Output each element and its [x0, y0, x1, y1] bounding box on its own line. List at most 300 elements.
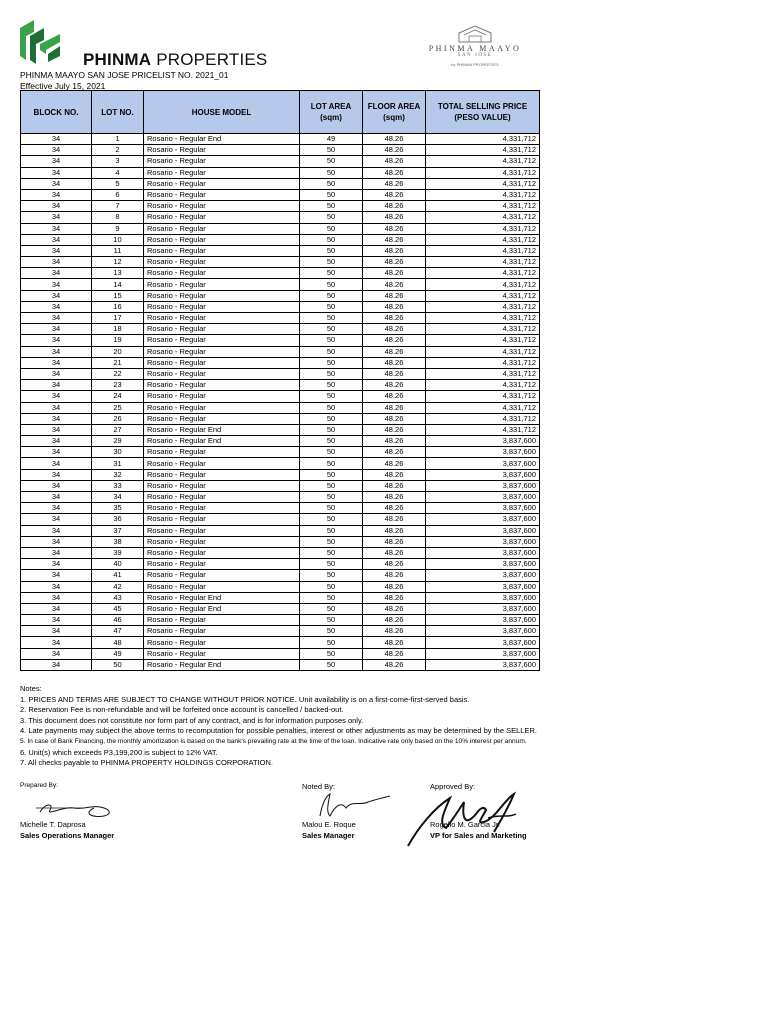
cell-floor-area: 48.26 [363, 458, 426, 469]
cell-house-model: Rosario - Regular [144, 368, 300, 379]
cell-block-no: 34 [21, 380, 92, 391]
cell-lot-no: 49 [92, 648, 144, 659]
note-item: 1. PRICES AND TERMS ARE SUBJECT TO CHANGE WITHOUT PRIOR NOTICE. Unit availability is on a first-come-first-served basis. [20, 694, 470, 704]
cell-selling-price: 3,837,600 [426, 559, 540, 570]
cell-lot-area: 50 [300, 570, 363, 581]
cell-selling-price: 4,331,712 [426, 257, 540, 268]
cell-lot-no: 45 [92, 603, 144, 614]
cell-lot-no: 21 [92, 357, 144, 368]
signature-prepared [34, 794, 124, 822]
cell-floor-area: 48.26 [363, 592, 426, 603]
cell-block-no: 34 [21, 156, 92, 167]
cell-lot-no: 19 [92, 335, 144, 346]
cell-house-model: Rosario - Regular [144, 245, 300, 256]
cell-house-model: Rosario - Regular End [144, 592, 300, 603]
cell-lot-area: 50 [300, 391, 363, 402]
cell-block-no: 34 [21, 469, 92, 480]
cell-selling-price: 3,837,600 [426, 514, 540, 525]
cell-floor-area: 48.26 [363, 424, 426, 435]
cell-selling-price: 4,331,712 [426, 189, 540, 200]
cell-house-model: Rosario - Regular [144, 458, 300, 469]
cell-floor-area: 48.26 [363, 313, 426, 324]
cell-block-no: 34 [21, 659, 92, 670]
cell-house-model: Rosario - Regular [144, 559, 300, 570]
table-row [21, 458, 540, 469]
cell-house-model: Rosario - Regular [144, 503, 300, 514]
cell-floor-area: 48.26 [363, 357, 426, 368]
cell-lot-area: 50 [300, 480, 363, 491]
table-row [21, 189, 540, 200]
cell-selling-price: 4,331,712 [426, 156, 540, 167]
cell-house-model: Rosario - Regular [144, 380, 300, 391]
cell-lot-no: 11 [92, 245, 144, 256]
cell-block-no: 34 [21, 402, 92, 413]
table-row [21, 279, 540, 290]
cell-house-model: Rosario - Regular [144, 313, 300, 324]
table-row [21, 346, 540, 357]
cell-lot-area: 50 [300, 145, 363, 156]
cell-block-no: 34 [21, 201, 92, 212]
cell-house-model: Rosario - Regular End [144, 134, 300, 145]
cell-lot-no: 2 [92, 145, 144, 156]
cell-floor-area: 48.26 [363, 659, 426, 670]
note-item: 4. Late payments may subject the above terms to recomputation for possible penalties, interest or other adjustments as may be determined by the SELLER. [20, 726, 537, 736]
cell-block-no: 34 [21, 313, 92, 324]
cell-block-no: 34 [21, 626, 92, 637]
cell-lot-area: 50 [300, 514, 363, 525]
cell-house-model: Rosario - Regular [144, 626, 300, 637]
approved-by-block [430, 782, 590, 847]
table-row [21, 514, 540, 525]
cell-block-no: 34 [21, 637, 92, 648]
cell-floor-area: 48.26 [363, 290, 426, 301]
cell-floor-area: 48.26 [363, 615, 426, 626]
cell-selling-price: 3,837,600 [426, 503, 540, 514]
cell-lot-area: 50 [300, 648, 363, 659]
noted-by-title: Sales Manager [302, 831, 355, 840]
noted-by-caption: Noted By: [302, 782, 335, 791]
cell-block-no: 34 [21, 178, 92, 189]
cell-block-no: 34 [21, 290, 92, 301]
cell-floor-area: 48.26 [363, 514, 426, 525]
cell-floor-area: 48.26 [363, 257, 426, 268]
cell-selling-price: 3,837,600 [426, 525, 540, 536]
cell-selling-price: 4,331,712 [426, 178, 540, 189]
table-row [21, 424, 540, 435]
cell-block-no: 34 [21, 547, 92, 558]
cell-house-model: Rosario - Regular [144, 189, 300, 200]
pricelist-title: PHINMA MAAYO SAN JOSE PRICELIST NO. 2021_01 [20, 70, 229, 80]
column-header-house-model: HOUSE MODEL [144, 91, 300, 134]
cell-block-no: 34 [21, 615, 92, 626]
cell-selling-price: 3,837,600 [426, 436, 540, 447]
cell-selling-price: 4,331,712 [426, 324, 540, 335]
cell-lot-area: 50 [300, 436, 363, 447]
table-row [21, 134, 540, 145]
column-header-block-no: BLOCK NO. [21, 91, 92, 134]
phinma-arrow-icon [20, 20, 64, 64]
cell-floor-area: 48.26 [363, 626, 426, 637]
cell-floor-area: 48.26 [363, 301, 426, 312]
cell-floor-area: 48.26 [363, 637, 426, 648]
cell-lot-no: 30 [92, 447, 144, 458]
cell-lot-no: 31 [92, 458, 144, 469]
cell-block-no: 34 [21, 279, 92, 290]
phinma-maayo-logo [400, 25, 550, 70]
cell-lot-no: 39 [92, 547, 144, 558]
cell-lot-no: 14 [92, 279, 144, 290]
cell-block-no: 34 [21, 245, 92, 256]
table-row [21, 559, 540, 570]
cell-lot-no: 26 [92, 413, 144, 424]
cell-block-no: 34 [21, 559, 92, 570]
table-row [21, 167, 540, 178]
cell-block-no: 34 [21, 514, 92, 525]
cell-selling-price: 4,331,712 [426, 335, 540, 346]
cell-lot-area: 50 [300, 234, 363, 245]
table-row [21, 492, 540, 503]
cell-lot-no: 22 [92, 368, 144, 379]
prepared-by-block [20, 782, 220, 847]
signature-approved [404, 788, 554, 850]
cell-selling-price: 3,837,600 [426, 626, 540, 637]
table-row [21, 391, 540, 402]
cell-lot-area: 50 [300, 368, 363, 379]
table-row [21, 637, 540, 648]
cell-lot-no: 20 [92, 346, 144, 357]
cell-house-model: Rosario - Regular [144, 201, 300, 212]
table-row [21, 324, 540, 335]
note-item: 3. This document does not constitute nor form part of any contract, and is for information purposes only. [20, 715, 364, 725]
cell-lot-no: 6 [92, 189, 144, 200]
cell-lot-no: 29 [92, 436, 144, 447]
cell-floor-area: 48.26 [363, 503, 426, 514]
cell-selling-price: 4,331,712 [426, 402, 540, 413]
cell-block-no: 34 [21, 648, 92, 659]
cell-house-model: Rosario - Regular [144, 402, 300, 413]
prepared-by-title: Sales Operations Manager [20, 831, 115, 840]
phinma-properties-logo [20, 20, 268, 69]
cell-selling-price: 3,837,600 [426, 637, 540, 648]
cell-floor-area: 48.26 [363, 402, 426, 413]
project-logo-name: PHINMA MAAYO [428, 44, 522, 53]
cell-floor-area: 48.26 [363, 581, 426, 592]
cell-floor-area: 48.26 [363, 603, 426, 614]
cell-house-model: Rosario - Regular End [144, 603, 300, 614]
cell-lot-area: 50 [300, 223, 363, 234]
cell-house-model: Rosario - Regular [144, 637, 300, 648]
cell-block-no: 34 [21, 525, 92, 536]
cell-floor-area: 48.26 [363, 212, 426, 223]
table-row [21, 469, 540, 480]
prepared-by-caption: Prepared By: [20, 782, 58, 789]
cell-selling-price: 4,331,712 [426, 201, 540, 212]
cell-house-model: Rosario - Regular [144, 145, 300, 156]
cell-floor-area: 48.26 [363, 346, 426, 357]
cell-lot-no: 1 [92, 134, 144, 145]
cell-lot-area: 50 [300, 626, 363, 637]
table-row [21, 592, 540, 603]
cell-block-no: 34 [21, 145, 92, 156]
cell-lot-no: 18 [92, 324, 144, 335]
cell-house-model: Rosario - Regular [144, 257, 300, 268]
table-row [21, 156, 540, 167]
cell-lot-area: 50 [300, 503, 363, 514]
cell-lot-no: 12 [92, 257, 144, 268]
table-row [21, 436, 540, 447]
cell-selling-price: 4,331,712 [426, 223, 540, 234]
cell-lot-area: 49 [300, 134, 363, 145]
cell-block-no: 34 [21, 324, 92, 335]
cell-lot-area: 50 [300, 469, 363, 480]
cell-floor-area: 48.26 [363, 268, 426, 279]
cell-lot-area: 50 [300, 581, 363, 592]
cell-lot-area: 50 [300, 447, 363, 458]
cell-lot-no: 32 [92, 469, 144, 480]
cell-lot-area: 50 [300, 279, 363, 290]
cell-selling-price: 4,331,712 [426, 290, 540, 301]
cell-selling-price: 4,331,712 [426, 212, 540, 223]
table-row [21, 447, 540, 458]
cell-selling-price: 3,837,600 [426, 648, 540, 659]
cell-floor-area: 48.26 [363, 223, 426, 234]
cell-selling-price: 3,837,600 [426, 659, 540, 670]
cell-lot-area: 50 [300, 402, 363, 413]
cell-block-no: 34 [21, 536, 92, 547]
noted-by-name: Malou E. Roque [302, 820, 356, 829]
cell-lot-no: 47 [92, 626, 144, 637]
cell-floor-area: 48.26 [363, 380, 426, 391]
cell-floor-area: 48.26 [363, 648, 426, 659]
cell-lot-area: 50 [300, 245, 363, 256]
cell-selling-price: 4,331,712 [426, 424, 540, 435]
notes-section [20, 684, 760, 769]
cell-lot-area: 50 [300, 492, 363, 503]
table-row [21, 547, 540, 558]
table-row [21, 268, 540, 279]
cell-lot-area: 50 [300, 547, 363, 558]
cell-house-model: Rosario - Regular [144, 469, 300, 480]
table-row [21, 603, 540, 614]
cell-lot-area: 50 [300, 357, 363, 368]
prepared-by-name: Michelle T. Daprosa [20, 820, 86, 829]
cell-lot-area: 50 [300, 380, 363, 391]
cell-house-model: Rosario - Regular [144, 290, 300, 301]
cell-lot-area: 50 [300, 603, 363, 614]
cell-selling-price: 4,331,712 [426, 357, 540, 368]
cell-block-no: 34 [21, 368, 92, 379]
table-row [21, 368, 540, 379]
cell-selling-price: 4,331,712 [426, 413, 540, 424]
cell-block-no: 34 [21, 424, 92, 435]
cell-house-model: Rosario - Regular [144, 447, 300, 458]
cell-house-model: Rosario - Regular [144, 335, 300, 346]
cell-lot-no: 42 [92, 581, 144, 592]
cell-selling-price: 4,331,712 [426, 268, 540, 279]
cell-floor-area: 48.26 [363, 324, 426, 335]
cell-floor-area: 48.26 [363, 525, 426, 536]
cell-house-model: Rosario - Regular [144, 234, 300, 245]
table-row [21, 503, 540, 514]
cell-house-model: Rosario - Regular [144, 357, 300, 368]
cell-lot-area: 50 [300, 413, 363, 424]
cell-block-no: 34 [21, 592, 92, 603]
cell-block-no: 34 [21, 234, 92, 245]
cell-lot-area: 50 [300, 424, 363, 435]
signature-noted [312, 790, 392, 820]
cell-floor-area: 48.26 [363, 368, 426, 379]
project-logo-location: SAN JOSE [457, 53, 493, 58]
cell-floor-area: 48.26 [363, 335, 426, 346]
cell-lot-no: 48 [92, 637, 144, 648]
cell-selling-price: 4,331,712 [426, 368, 540, 379]
cell-lot-no: 33 [92, 480, 144, 491]
cell-house-model: Rosario - Regular [144, 178, 300, 189]
cell-block-no: 34 [21, 268, 92, 279]
table-row [21, 570, 540, 581]
cell-house-model: Rosario - Regular [144, 570, 300, 581]
cell-block-no: 34 [21, 391, 92, 402]
cell-block-no: 34 [21, 223, 92, 234]
cell-house-model: Rosario - Regular [144, 223, 300, 234]
approved-by-title: VP for Sales and Marketing [430, 831, 527, 840]
cell-lot-area: 50 [300, 615, 363, 626]
cell-block-no: 34 [21, 603, 92, 614]
cell-selling-price: 3,837,600 [426, 492, 540, 503]
cell-block-no: 34 [21, 167, 92, 178]
table-row [21, 223, 540, 234]
cell-selling-price: 4,331,712 [426, 301, 540, 312]
cell-selling-price: 4,331,712 [426, 313, 540, 324]
cell-lot-area: 50 [300, 335, 363, 346]
pricelist-table [20, 90, 540, 671]
table-header-row [21, 91, 540, 134]
table-row [21, 313, 540, 324]
approved-by-caption: Approved By: [430, 782, 476, 791]
cell-lot-area: 50 [300, 201, 363, 212]
cell-floor-area: 48.26 [363, 436, 426, 447]
cell-lot-no: 16 [92, 301, 144, 312]
column-header-floor-area: FLOOR AREA (sqm) [363, 91, 426, 134]
cell-block-no: 34 [21, 436, 92, 447]
cell-lot-no: 34 [92, 492, 144, 503]
cell-lot-area: 50 [300, 313, 363, 324]
cell-block-no: 34 [21, 301, 92, 312]
cell-lot-no: 27 [92, 424, 144, 435]
table-row [21, 525, 540, 536]
cell-selling-price: 3,837,600 [426, 581, 540, 592]
table-row [21, 581, 540, 592]
table-row [21, 480, 540, 491]
cell-lot-area: 50 [300, 156, 363, 167]
cell-house-model: Rosario - Regular [144, 167, 300, 178]
cell-lot-no: 15 [92, 290, 144, 301]
cell-house-model: Rosario - Regular [144, 279, 300, 290]
cell-house-model: Rosario - Regular [144, 514, 300, 525]
cell-selling-price: 3,837,600 [426, 615, 540, 626]
cell-lot-area: 50 [300, 536, 363, 547]
cell-lot-no: 10 [92, 234, 144, 245]
cell-lot-area: 50 [300, 458, 363, 469]
brand-name: PHINMA PROPERTIES [83, 50, 268, 69]
table-row [21, 301, 540, 312]
note-item: 6. Unit(s) which exceeds P3,199,200 is subject to 12% VAT. [20, 747, 218, 757]
cell-floor-area: 48.26 [363, 447, 426, 458]
cell-floor-area: 48.26 [363, 145, 426, 156]
cell-floor-area: 48.26 [363, 201, 426, 212]
cell-house-model: Rosario - Regular [144, 536, 300, 547]
cell-block-no: 34 [21, 570, 92, 581]
cell-selling-price: 3,837,600 [426, 480, 540, 491]
cell-selling-price: 4,331,712 [426, 391, 540, 402]
cell-floor-area: 48.26 [363, 391, 426, 402]
cell-house-model: Rosario - Regular [144, 492, 300, 503]
cell-lot-area: 50 [300, 525, 363, 536]
cell-lot-no: 9 [92, 223, 144, 234]
table-row [21, 380, 540, 391]
table-row [21, 626, 540, 637]
cell-lot-area: 50 [300, 346, 363, 357]
cell-house-model: Rosario - Regular [144, 301, 300, 312]
cell-lot-area: 50 [300, 637, 363, 648]
table-row [21, 257, 540, 268]
column-header-lot-area: LOT AREA (sqm) [300, 91, 363, 134]
cell-lot-no: 4 [92, 167, 144, 178]
cell-floor-area: 48.26 [363, 480, 426, 491]
cell-floor-area: 48.26 [363, 536, 426, 547]
cell-selling-price: 4,331,712 [426, 167, 540, 178]
cell-lot-area: 50 [300, 167, 363, 178]
cell-floor-area: 48.26 [363, 156, 426, 167]
cell-block-no: 34 [21, 492, 92, 503]
cell-lot-no: 38 [92, 536, 144, 547]
table-row [21, 648, 540, 659]
cell-floor-area: 48.26 [363, 469, 426, 480]
cell-floor-area: 48.26 [363, 245, 426, 256]
cell-lot-no: 36 [92, 514, 144, 525]
cell-selling-price: 3,837,600 [426, 603, 540, 614]
note-item: 7. All checks payable to PHINMA PROPERTY HOLDINGS CORPORATION. [20, 758, 273, 768]
cell-block-no: 34 [21, 357, 92, 368]
cell-selling-price: 3,837,600 [426, 469, 540, 480]
cell-block-no: 34 [21, 458, 92, 469]
cell-house-model: Rosario - Regular [144, 156, 300, 167]
cell-block-no: 34 [21, 413, 92, 424]
cell-lot-no: 13 [92, 268, 144, 279]
cell-lot-area: 50 [300, 268, 363, 279]
cell-block-no: 34 [21, 212, 92, 223]
cell-floor-area: 48.26 [363, 559, 426, 570]
cell-house-model: Rosario - Regular [144, 525, 300, 536]
cell-block-no: 34 [21, 346, 92, 357]
table-row [21, 201, 540, 212]
cell-lot-area: 50 [300, 559, 363, 570]
table-row [21, 212, 540, 223]
table-row [21, 659, 540, 670]
table-row [21, 615, 540, 626]
cell-lot-area: 50 [300, 257, 363, 268]
cell-lot-no: 23 [92, 380, 144, 391]
cell-selling-price: 4,331,712 [426, 346, 540, 357]
table-row [21, 178, 540, 189]
project-logo-byline: by PHINMA PROPERTIES [451, 62, 499, 67]
cell-block-no: 34 [21, 134, 92, 145]
note-item: 5. In case of Bank Financing, the monthly amortization is based on the bank's prevailing rate at the time of the loan. Indicative rate only based on the 10% interest per annum. [20, 737, 527, 745]
cell-floor-area: 48.26 [363, 492, 426, 503]
table-row [21, 335, 540, 346]
cell-lot-no: 24 [92, 391, 144, 402]
cell-selling-price: 4,331,712 [426, 134, 540, 145]
